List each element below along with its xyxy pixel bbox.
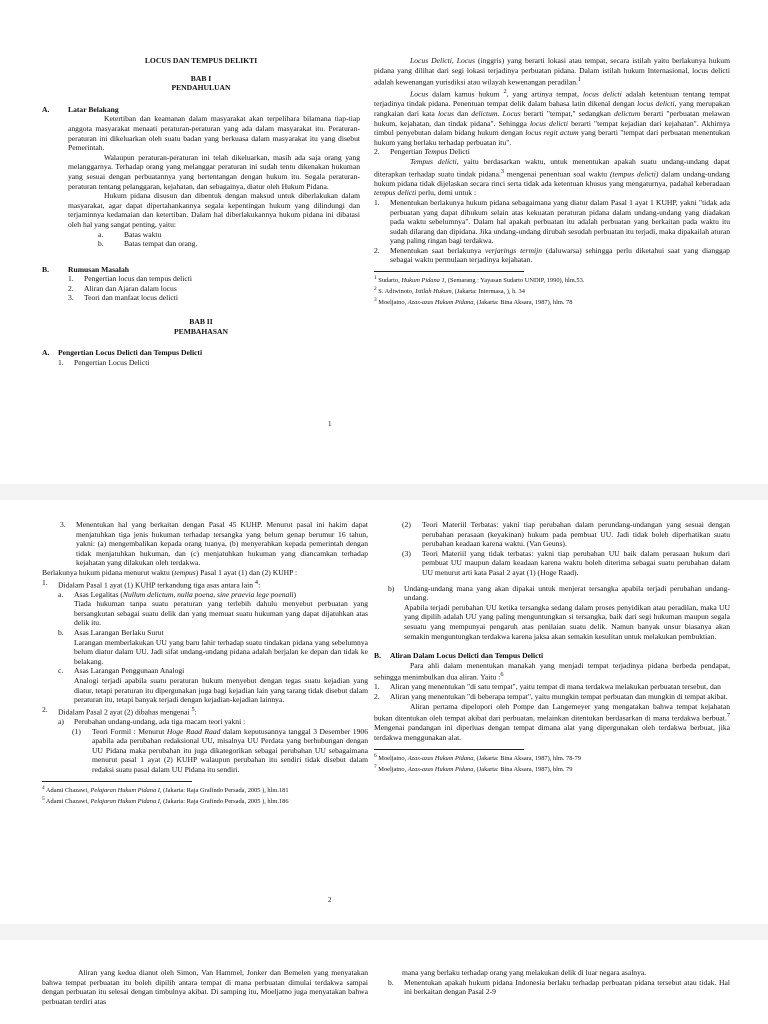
list-item: 1. Didalam Pasal 1 ayat (1) KUHP terkandung tiga asas antara lain $^4$: [42,577,261,590]
list-item: 1. Menentukan berlakunya hukum pidana sebagaimana yang diatur dalam Pasal 1 ayat 1 KUHP, yakni "tidak ada perbuatan yang dapat dihukum selain atas kekuatan peraturan pidana dalam undang-undang yang diadakan pada waktu sebelumnya". Dalam hal apakah perbuatan itu adalah perbuatan yang berkaitan pada waktu itu sudah dilarang dan dipidana. Jika undang-undang dirubah sesudah perbuatan itu terjadi, maka dipakailah aturan yang paling ringan bagi terdakwa. [374,197,730,246]
footnote: $^2$ S. Adiwinoto, Istilah Hukum, (Jakarta: Intermasa, ), h. 34 [374,286,525,296]
list-item: 2. Aliran yang menentukan "di beberapa tempat", yaitu mungkin tempat perbuatan dan mungkin di tempat akibat. [374,692,728,702]
section-heading-aliran: B. Aliran Dalam Locus Delicti dan Tempus Delicti [374,651,544,661]
section-heading-rumusan-masalah: B. Rumusan Masalah [42,264,129,274]
document-page-2 [0,500,768,924]
section-heading-latar-belakang: A. Latar Belakang [42,104,119,114]
page-number: 1 [328,420,332,428]
paragraph: Walaupun peraturan-peraturan ini telah dikeluarkan, masih ada saja orang yang melanggarnya. Terhadap orang yang melanggar peraturan ini sudah tentu dikenakan hukuman yang sesuai dengan perbuatannya yang bertentangan dengan hukum itu. Segala peraturan-peraturan tentang pelanggaran, kejahatan, dan sebagainya, diatur oleh Hukum Pidana. [68,152,360,191]
footnote-ref: 7 [726,712,730,720]
list-item: 3. Teori dan manfaat locus delicti [68,293,178,303]
page3-right-column [374,968,730,997]
paragraph: Para ahli dalam menentukan manakah yang menjadi tempat terjadinya pidana berbeda pendapat, sehingga menimbulkan dua aliran. Yaitu :$^6$ [374,660,730,682]
list-item: a) Perubahan undang-undang, ada tiga macam teori yakni : [58,716,246,726]
paragraph: mana yang berlaku terhadap orang yang melakukan delik di luar negara asalnya. [402,968,647,977]
footnote: $^1$ Sudarto, Hukum Pidana 1, (Semarang : Yayasan Sudarto UNDIP, 1990), hlm.53. [374,275,585,285]
footnote: $^7$ Moeljatno, Azas-azas Hukum Pidana, (Jakarta: Bina Aksara, 1987), hlm. 79 [374,763,573,773]
list-item: b. Batas tempat dan orang. [98,239,198,249]
footnote-ref: 6 [500,671,504,679]
list-item: 1. Aliran yang menentukan "di satu tempat", yaitu tempat di mana terdakwa melakukan perbuatan tersebut, dan [374,682,721,692]
footnote: $^5$ Adami Chazawi, Pelajaran Hukum Pidana I, (Jakarta: Raja Grafindo Persada, 2005 ), hlm.186 [42,795,289,805]
subsection-heading: 2. Pengertian Tempus Delicti [374,147,470,157]
paragraph: Tempus delicti, yaitu berdasarkan waktu, untuk menentukan apakah suatu undang-undang dapat diterapkan terhadap suatu tindak pidana.$^3$ mengenai penentuan soal waktu (tempus delicti) dalam undang-undang hukum pidana tidak dijelaskan secara rinci serta tidak ada ketentuan khusus yang mengaturnya, padahal keberadaan tempus delicti perlu, demi untuk : [374,157,730,198]
list-item: 1. Pengertian locus dan tempus delicti [68,274,192,284]
list-item: b. Menentukan apakah hukum pidana Indonesia berlaku terhadap perbuatan pidana tersebut atau tidak. Hal ini berkaitan dengan Pasal 2-9 [388,977,730,997]
page1-right-column [374,56,730,307]
document-page-3 [0,940,768,1024]
list-item: 3. Menentukan hal yang berkaitan dengan Pasal 45 KUHP. Menurut pasal ini hakim dapat menjatuhkan tiga jenis hukuman terhadap tersangka yang belum genap berumur 16 tahun, yakni: (a) mengembalikan kepada orang tuanya, (b) menyerahkan kepada pemerintah dengan tidak menjatuhkan hukuman, dan (c) menjatuhkan hukuman yang diancamkan terhadap kejahatan yang dilakukan oleh terdakwa. [60,520,368,568]
page2-right-column [374,520,730,774]
list-item: b. Asas Larangan Berlaku Surut Larangan memberlakukan UU yang baru lahir terhadap suatu tindakan pidana yang sebelumnya belum diatur dalam UU. Jadi sifat undang-undang pidana adalah berjalan ke depan dan tidak ke belakang. [58,628,368,666]
page-number: 2 [328,896,332,904]
chapter-heading: BAB II [189,317,213,327]
list-item: (1) Teori Formil : Menurut Hoge Raad Raad dalam keputusannya tanggal 3 Desember 1906 apabila ada perubahan redaksional UU, misalnya UU Perdata yang berhubungan dengan UU Pidana maka perubahan itu juga dikategorikan sebagai perubahan UU sebagaimana menurut pasal 1 ayat (2) KUHP walaupun perubahan itu sendiri tidak disebut dalam redaksi suatu pasal dalam UU Pidana itu sendiri. [72,726,368,774]
list-item: (3) Teori Materiil yang tidak terbatas: yakni tiap perubahan UU baik dalam perasaan hukum dari pembuat UU maupun dalam keadaan karena waktu boleh diterima sebagai suatu perubahan dalam UU menurut arti kata Pasal 2 ayat (1) (Hoge Raad). [402,548,730,577]
paragraph: Locus Delicti, Locus (inggris) yang berarti lokasi atau tempat, secara istilah yaitu berlakunya hukum pidana yang dilihat dari segi lokasi terjadinya perbuatan pidana. Dalam istilah hukum Internasional, locus delicti adalah kewenangan yurisdiksi atau wilayah kewenangan peradilan.$^1$ [374,56,730,87]
list-item: (2) Teori Materiil Terbatas: yakni tiap perubahan dalam perundang-undangan yang sesuai dengan perubahan perasaan (keyakinan) hukum pada pembuat UU. Jadi tidak boleh diperhatikan suatu perubahan keadaan karena waktu. (Van Geuns). [402,520,730,549]
footnote-ref: 5 [191,705,195,713]
subsection-heading: 1. Pengertian Locus Delicti [58,357,150,367]
footnote: $^4$ Adami Chazawi, Pelajaran Hukum Pidana I, (Jakarta: Raja Grafindo Persada, 2005 ), hlm.181 [42,784,289,794]
document-page-1 [0,0,768,484]
paragraph: Ketertiban dan keamanan dalam masyarakat akan terpelihara bilamana tiap-tiap anggota masyarakat menaati peraturan-peraturan yang ada dalam masyarakat itu. Peraturan-peraturan ini dikeluarkan oleh suatu badan yang berkuasa dalam masyarakat itu yang disebut Pemerintah. [68,114,360,153]
list-item: 2. Didalam Pasal 2 ayat (2) dibahas mengenai $^5$: [42,704,197,717]
page3-left-column [42,968,368,1006]
chapter-name: PEMBAHASAN [173,326,228,336]
list-item: 2. Aliran dan Ajaran dalam locus [68,283,177,293]
chapter-name: PENDAHULUAN [171,83,231,93]
list-item: b) Undang-undang mana yang akan dipakai untuk menjerat tersangka apabila terjadi perubahan undang-undang. Apabila terjadi perubahan UU ketika tersangka sedang dalam proses penyidikan atau peradilan, maka UU yang dipilih adalah UU yang paling menguntungkan si tersangka, baik dari segi hukuman maupun segala sesuatu yang mempunyai pengaruh atas penilaian suatu delik. Namun banyak unsur biasanya akan semakin menguntungkan terdakwa karena jaksa akan semakin kesulitan untuk melakukan pembuktian. [388,583,730,641]
footnote: $^6$ Moeljatno, Azas-azas Hukum Pidana, (Jakarta: Bina Aksara, 1987), hlm. 78-79 [374,752,581,762]
footnote-ref: 2 [503,88,507,96]
footnote-separator [374,271,524,272]
footnote-ref: 3 [500,167,505,175]
paragraph: Aliran yang kedua dianut oleh Simon, Van Hammel, Jonker dan Bemelen yang menyatakan bahwa tempat perbuatan itu boleh dipilih antara tempat di mana perbuatan dimulai terdakwa sampai dengan perbuatan itu selesai dengan timbulnya akibat. Di samping itu, Moeljatno juga menyatakan bahwa perbuatan terdiri atas [42,968,368,1006]
list-item: a. Batas waktu [98,229,162,239]
chapter-heading: BAB I [190,73,212,83]
footnote: $^3$ Moeljatno, Azas-azas Hukum Pidana, (Jakarta: Bina Aksara, 1987), hlm. 78 [374,297,573,307]
paragraph: Locus dalam kamus hukum $^2$, yang artinya tempat, locus delicti adalah ketentuan tentang tempat terjadinya tindak pidana. Penentuan tempat delik dalam bahasa latin dikenal dengan locus delicti, yang merupakan rangkaian dari kata locus dan delictum. Locus berarti "tempat," sedangkan delictum berarti "perbuatan melawan hukum, kejahatan, dan tindak pidana". Sehingga locus delicti berarti "tempat kejadian dari kejahatan". Akhirnya timbul penyebutan dalam bidang hukum dengan locus regit actum yang berarti "tempat dari perbuatan menentukan hukum yang berlaku terhadap perbuatan itu". [374,88,730,147]
document-title: LOCUS DAN TEMPUS DELIKTI [144,56,258,65]
footnote-ref: 1 [577,76,582,84]
footnote-separator [374,749,524,750]
list-item: 2. Menentukan saat berlakunya verjarings termijn (daluwarsa) sehingga perlu diketahui saat yang dianggap sebagai waktu permulaan terjadinya kejahatan. [374,245,730,265]
footnote-separator [42,781,192,782]
paragraph: Aliran pertama dipelopori oleh Pompe dan Langemeyer yang mengatakan bahwa tempat kejahatan bukan ditentukan oleh tempat akibat dari perbuatan, melainkan ditentukan berdasarkan di mana terdakwa berbuat.$^7$ Mengenai pandangan ini diperluas dengan tempat dimana alat yang dipergunakan oleh terdakwa berbuat, jika terdakwa menggunakan alat. [374,701,730,742]
list-item: a. Asas Legalitas (Nullum delictum, nulla poena, sine praevia lege poenali) Tiada hukuman tanpa suatu peraturan yang terlebih dahulu menyebut perbuatan yang bersangkutan sebagai suatu delik dan yang memuat suatu hukuman yang dapat dijatuhkan atas delik itu. [58,589,368,628]
list-item: c. Asas Larangan Penggunaan Analogi Analogi terjadi apabila suatu peraturan hukum menyebut dengan tegas suatu kejadian yang diatur, tetapi peraturan itu dipergunakan juga bagi kejadian lain yang tarang tidak disebut dalam peraturan itu, tetapi banyak terjadi dengan kejadian-kejadian lainnya. [58,666,368,705]
page2-left-column [42,520,368,806]
paragraph: Hukum pidana disusun dan dibentuk dengan maksud untuk diberlakukan dalam masyarakat, agar dapat dipertahankannya segala kepentingan hukum yang dilindungi dan terjaminnya kedamaian dan ketertiban. Dalam hal diberlakukannya hukum pidana ini dibatasi oleh hal yang sangat penting, yaitu: [68,191,360,229]
paragraph: Berlakunya hukum pidana menurut waktu (tempus) Pasal 1 ayat (1) dan (2) KUHP : [42,567,298,577]
section-heading-pengertian: A. Pengertian Locus Delicti dan Tempus Delicti [42,348,203,358]
page1-left-column [42,56,360,367]
footnote-ref: 4 [254,578,259,586]
